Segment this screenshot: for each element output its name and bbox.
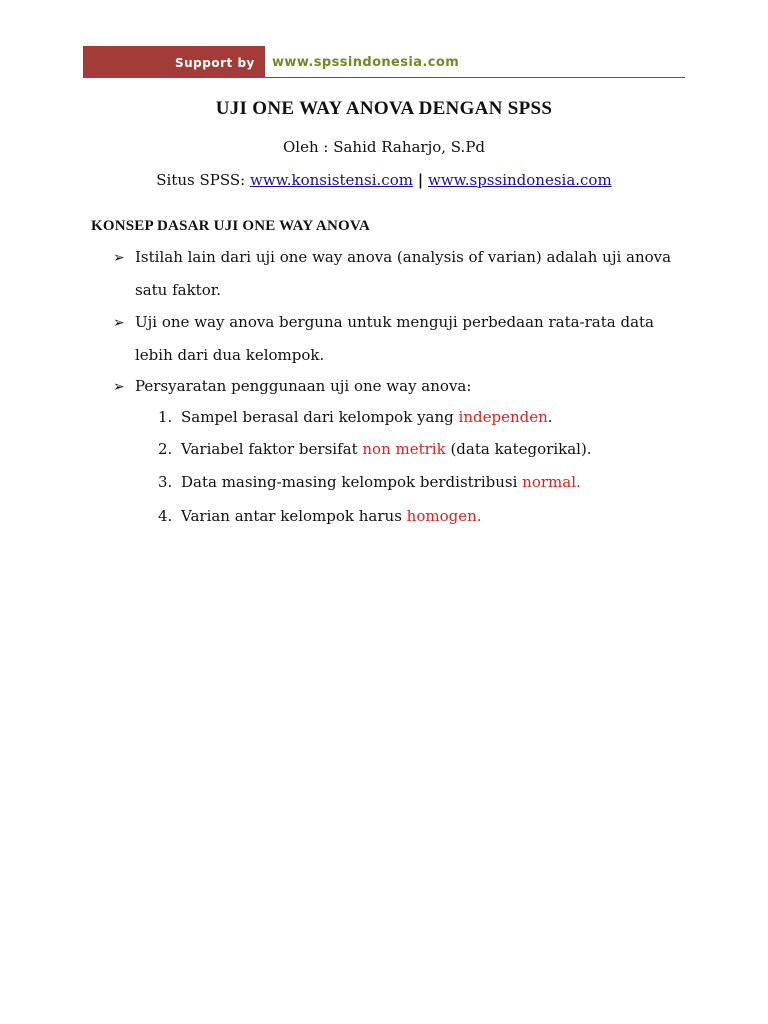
requirement-tail: .: [547, 408, 553, 426]
bullet-1-line-2: satu faktor.: [135, 281, 222, 299]
requirement-number: 1.: [158, 408, 173, 426]
requirement-text: Data masing-masing kelompok berdistribusi: [181, 473, 523, 491]
konsistensi-link[interactable]: www.konsistensi.com: [250, 171, 413, 189]
bullet-2-line-1: Uji one way anova berguna untuk menguji perbedaan rata-rata data: [135, 313, 654, 331]
bullet-1-line-1: Istilah lain dari uji one way anova (analysis of varian) adalah uji anova: [135, 248, 672, 266]
support-label: Support by: [175, 56, 255, 70]
requirement-text: Variabel faktor bersifat: [181, 440, 363, 458]
requirement-item: [181, 408, 553, 426]
section-heading: KONSEP DASAR UJI ONE WAY ANOVA: [91, 218, 370, 234]
requirement-text: Sampel berasal dari kelompok yang: [181, 408, 459, 426]
requirement-text: Varian antar kelompok harus: [181, 507, 407, 525]
requirement-item: [181, 507, 482, 525]
requirement-highlight: homogen.: [406, 507, 482, 525]
header-site-link[interactable]: www.spssindonesia.com: [272, 55, 460, 70]
spssindonesia-link[interactable]: www.spssindonesia.com: [428, 171, 612, 189]
requirement-number: 3.: [158, 473, 173, 491]
requirement-number: 2.: [158, 440, 173, 458]
requirement-item: [181, 473, 581, 491]
requirement-tail: (data kategorikal).: [445, 440, 592, 458]
header-band: [83, 46, 265, 78]
arrow-bullet-icon: ➢: [113, 379, 125, 395]
arrow-bullet-icon: ➢: [113, 250, 125, 266]
arrow-bullet-icon: ➢: [113, 315, 125, 331]
requirement-number: 4.: [158, 507, 173, 525]
header-divider: [265, 77, 685, 78]
requirement-item: [181, 440, 592, 458]
requirement-highlight: normal.: [522, 473, 581, 491]
author-line: Oleh : Sahid Raharjo, S.Pd: [282, 138, 486, 156]
site-links-line: [0, 171, 768, 189]
bullet-3-line-1: Persyaratan penggunaan uji one way anova:: [135, 377, 472, 395]
document-title: UJI ONE WAY ANOVA DENGAN SPSS: [215, 98, 553, 119]
bullet-2-line-2: lebih dari dua kelompok.: [135, 346, 325, 364]
link-separator: |: [417, 171, 424, 189]
requirement-highlight: independen: [458, 408, 548, 426]
site-links-prefix: Situs SPSS:: [156, 171, 250, 189]
requirement-highlight: non metrik: [362, 440, 446, 458]
